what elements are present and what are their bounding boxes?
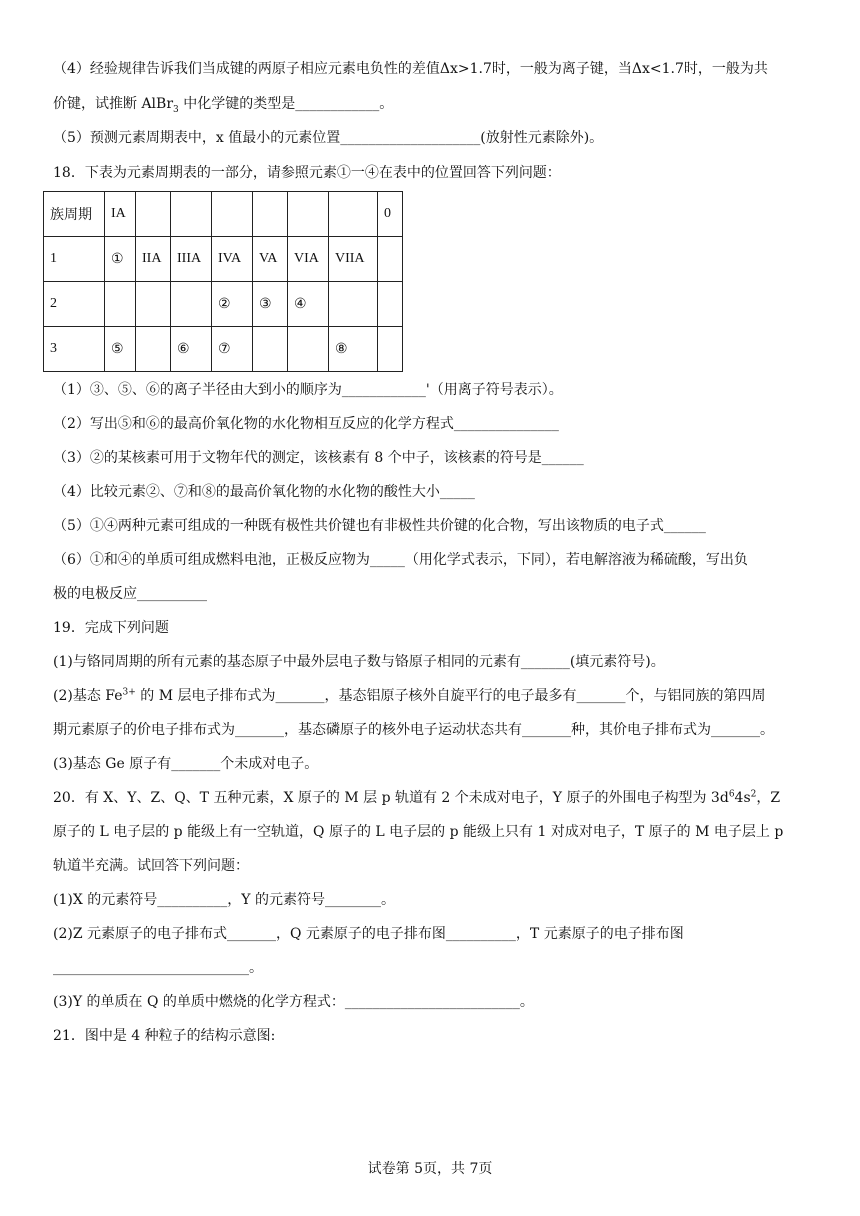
table-cell: 2 [44, 282, 105, 327]
table-cell [253, 327, 288, 372]
table-cell: ③ [253, 282, 288, 327]
question-18: 18．下表为元素周期表的一部分，请参照元素①一④在表中的位置回答下列问题： [53, 165, 561, 181]
text-line: （3）②的某核素可用于文物年代的测定，该核素有 8 个中子，该核素的符号是______ [53, 450, 584, 466]
table-row [44, 327, 403, 372]
table-cell: 1 [44, 237, 105, 282]
table-cell [105, 282, 136, 327]
text-line: 原子的 L 电子层的 p 能级上有一空轨道，Q 原子的 L 电子层的 p 能级上只有 1 对成对电子，T 原子的 M 电子层上 p [53, 824, 784, 840]
text-line: （2）写出⑤和⑥的最高价氧化物的水化物相互反应的化学方程式_______________ [53, 416, 559, 432]
table-cell: IIA [136, 237, 171, 282]
table-cell [253, 192, 288, 237]
text-line: (1)X 的元素符号__________，Y 的元素符号________。 [53, 892, 395, 908]
table-cell: IA [105, 192, 136, 237]
table-cell [171, 282, 212, 327]
table-cell [136, 327, 171, 372]
table-cell: VIA [288, 237, 329, 282]
table-cell [378, 282, 403, 327]
question-20: 20．有 X、Y、Z、Q、T 五种元素，X 原子的 M 层 p 轨道有 2 个未成对电子，Y 原子的外围电子构型为 $3d^64s^2$，Z [53, 789, 781, 806]
table-cell [171, 192, 212, 237]
table-cell [212, 192, 253, 237]
question-21: 21．图中是 4 种粒子的结构示意图: [53, 1028, 276, 1044]
table-cell [288, 327, 329, 372]
table-cell: 族周期 [44, 192, 105, 237]
text-line: (1)与铬同周期的所有元素的基态原子中最外层电子数与铬原子相同的元素有_______(填元素符号)。 [53, 654, 665, 670]
table-cell [329, 282, 378, 327]
text-line: （1）③、⑤、⑥的离子半径由大到小的顺序为____________'（用离子符号表示）。 [53, 382, 563, 398]
text-line: （4）比较元素②、⑦和⑧的最高价氧化物的水化物的酸性大小_____ [53, 484, 475, 500]
table-cell: VIIA [329, 237, 378, 282]
text-line: ____________________________。 [53, 960, 263, 976]
table-cell [378, 327, 403, 372]
text-line: （5）预测元素周期表中，x 值最小的元素位置____________________(放射性元素除外)。 [53, 130, 604, 146]
question-19: 19．完成下列问题 [53, 620, 169, 636]
table-cell [378, 237, 403, 282]
table-cell: IIIA [171, 237, 212, 282]
page-footer: 试卷第 5页，共 7页 [367, 1161, 493, 1177]
text-line: 期元素原子的价电子排布式为_______，基态磷原子的核外电子运动状态共有_______种，其价电子排布式为_______。 [53, 722, 774, 738]
table-row [44, 237, 403, 282]
table-cell [288, 192, 329, 237]
text-line: （5）①④两种元素可组成的一种既有极性共价键也有非极性共价键的化合物，写出该物质的电子式______ [53, 518, 706, 534]
table-cell: 3 [44, 327, 105, 372]
table-cell: ⑦ [212, 327, 253, 372]
table-cell: 0 [378, 192, 403, 237]
text-line: (2)基态 $Fe^{3+}$ 的 M 层电子排布式为_______，基态铝原子核外自旋平行的电子最多有_______个，与铝同族的第四周 [53, 687, 766, 704]
text-line: （6）①和④的单质可组成燃料电池，正极反应物为_____（用化学式表示，下同），若电解溶液为稀硫酸，写出负 [53, 552, 748, 568]
text-line: (3)基态 Ge 原子有_______个未成对电子。 [53, 756, 319, 772]
table-cell [136, 192, 171, 237]
table-cell: ⑤ [105, 327, 136, 372]
table-cell: ① [105, 237, 136, 282]
table-cell: ② [212, 282, 253, 327]
table-cell: VA [253, 237, 288, 282]
text-line: 轨道半充满。试回答下列问题： [53, 858, 249, 874]
text-line: 价键，试推断 AlBr$_3$ 中化学键的类型是____________。 [53, 96, 394, 115]
table-cell: ⑧ [329, 327, 378, 372]
text-line: (3)Y 的单质在 Q 的单质中燃烧的化学方程式：_________________________。 [53, 994, 534, 1010]
table-row [44, 192, 403, 237]
table-cell: ④ [288, 282, 329, 327]
table-row [44, 282, 403, 327]
table-cell: IVA [212, 237, 253, 282]
table-cell [136, 282, 171, 327]
periodic-table [43, 191, 403, 372]
text-line: （4）经验规律告诉我们当成键的两原子相应元素电负性的差值Δx>1.7时，一般为离子键，当Δx<1.7时，一般为共 [53, 61, 768, 77]
text-line: 极的电极反应__________ [53, 586, 207, 602]
text-line: (2)Z 元素原子的电子排布式_______，Q 元素原子的电子排布图__________，T 元素原子的电子排布图 [53, 926, 684, 942]
table-cell [329, 192, 378, 237]
table-cell: ⑥ [171, 327, 212, 372]
